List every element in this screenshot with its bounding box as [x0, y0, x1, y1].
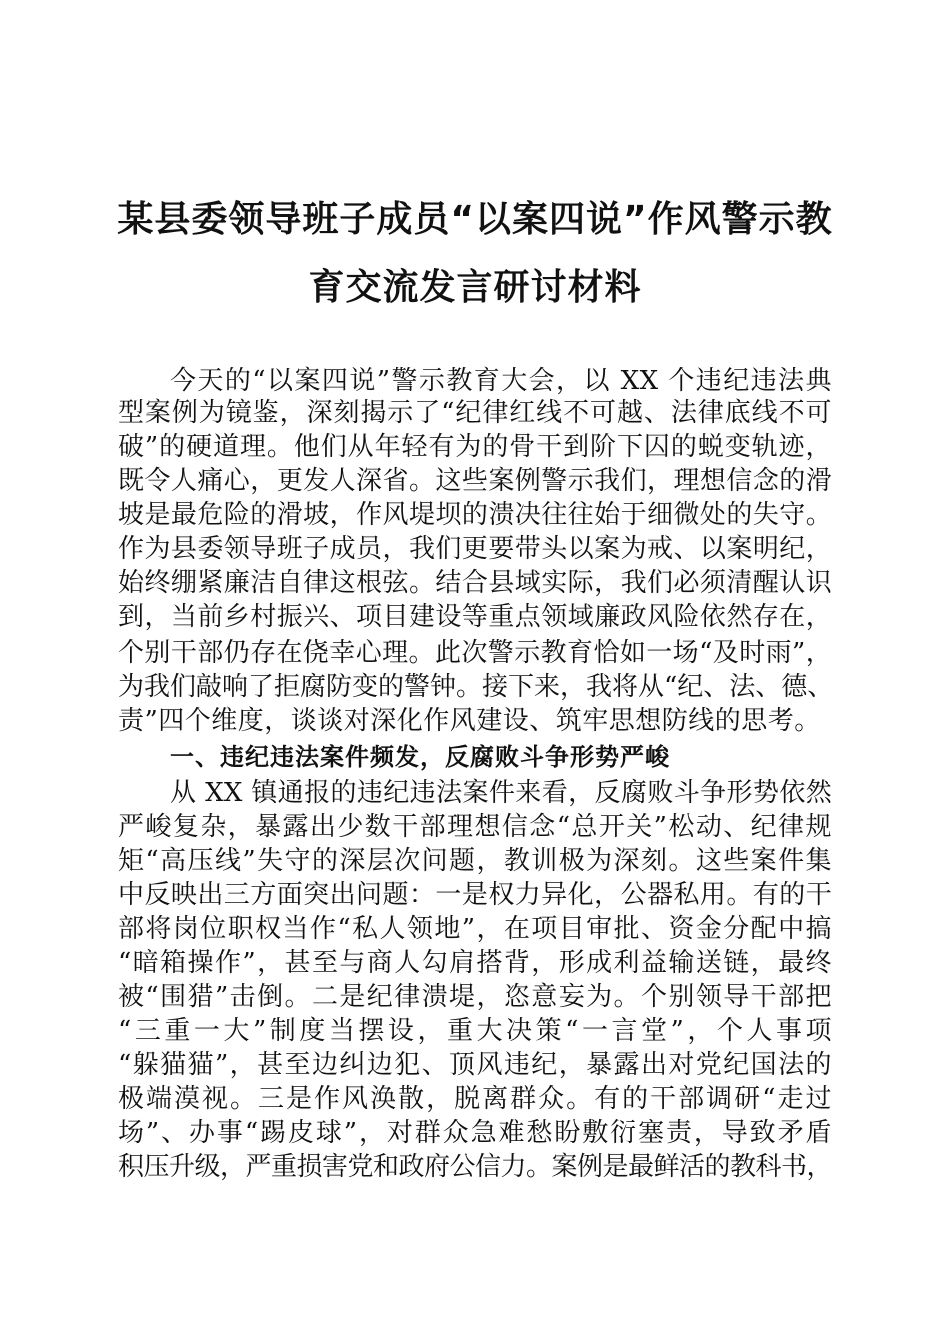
paragraph-line: 极端漠视。三是作风涣散，脱离群众。有的干部调研“走过: [118, 1084, 832, 1114]
paragraph-line: 个别干部仍存在侥幸心理。此次警示教育恰如一场“及时雨”，: [118, 638, 832, 668]
paragraph-line: 既令人痛心，更发人深省。这些案例警示我们，理想信念的滑: [118, 466, 832, 496]
paragraph-line: “暗箱操作”，甚至与商人勾肩搭背，形成利益输送链，最终: [118, 948, 832, 978]
paragraph-line: 到，当前乡村振兴、项目建设等重点领域廉政风险依然存在，: [118, 602, 832, 632]
section-heading-1: 一、违纪违法案件频发，反腐败斗争形势严峻: [170, 743, 670, 771]
document-title-line-1: 某县委领导班子成员“以案四说”作风警示教: [117, 199, 833, 240]
paragraph-line: 被“围猎”击倒。二是纪律溃堤，恣意妄为。个别领导干部把: [118, 982, 832, 1012]
paragraph-line: 严峻复杂，暴露出少数干部理想信念“总开关”松动、纪律规: [118, 812, 832, 842]
paragraph-line: 中反映出三方面突出问题：一是权力异化，公器私用。有的干: [118, 880, 832, 910]
paragraph-line: 始终绷紧廉洁自律这根弦。结合县域实际，我们必须清醒认识: [118, 568, 832, 598]
paragraph-line: 坡是最危险的滑坡，作风堤坝的溃决往往始于细微处的失守。: [118, 500, 832, 530]
paragraph-line: 为我们敲响了拒腐防变的警钟。接下来，我将从“纪、法、德、: [118, 672, 834, 702]
paragraph-line: 矩“高压线”失守的深层次问题，教训极为深刻。这些案件集: [118, 846, 832, 876]
paragraph-line: 场”、办事“踢皮球”，对群众急难愁盼敷衍塞责，导致矛盾: [118, 1118, 832, 1148]
paragraph-line: 型案例为镜鉴，深刻揭示了“纪律红线不可越、法律底线不可: [118, 398, 832, 428]
paragraph-line: 今天的“以案四说”警示教育大会，以 XX 个违纪违法典: [170, 366, 832, 396]
paragraph-line: 责”四个维度，谈谈对深化作风建设、筑牢思想防线的思考。: [118, 706, 821, 736]
paragraph-line: 作为县委领导班子成员，我们更要带头以案为戒、以案明纪，: [118, 534, 832, 564]
paragraph-line: 积压升级，严重损害党和政府公信力。案例是最鲜活的教科书，: [118, 1152, 833, 1182]
paragraph-line: “三重一大”制度当摆设，重大决策“一言堂”，个人事项: [118, 1016, 832, 1046]
paragraph-line: 部将岗位职权当作“私人领地”，在项目审批、资金分配中搞: [118, 914, 832, 944]
paragraph-line: 破”的硬道理。他们从年轻有为的骨干到阶下囚的蜕变轨迹，: [118, 432, 832, 462]
document-title-line-2: 育交流发言研讨材料: [308, 267, 642, 308]
paragraph-line: 从 XX 镇通报的违纪违法案件来看，反腐败斗争形势依然: [170, 778, 832, 808]
paragraph-line: “躲猫猫”，甚至边纠边犯、顶风违纪，暴露出对党纪国法的: [118, 1050, 832, 1080]
